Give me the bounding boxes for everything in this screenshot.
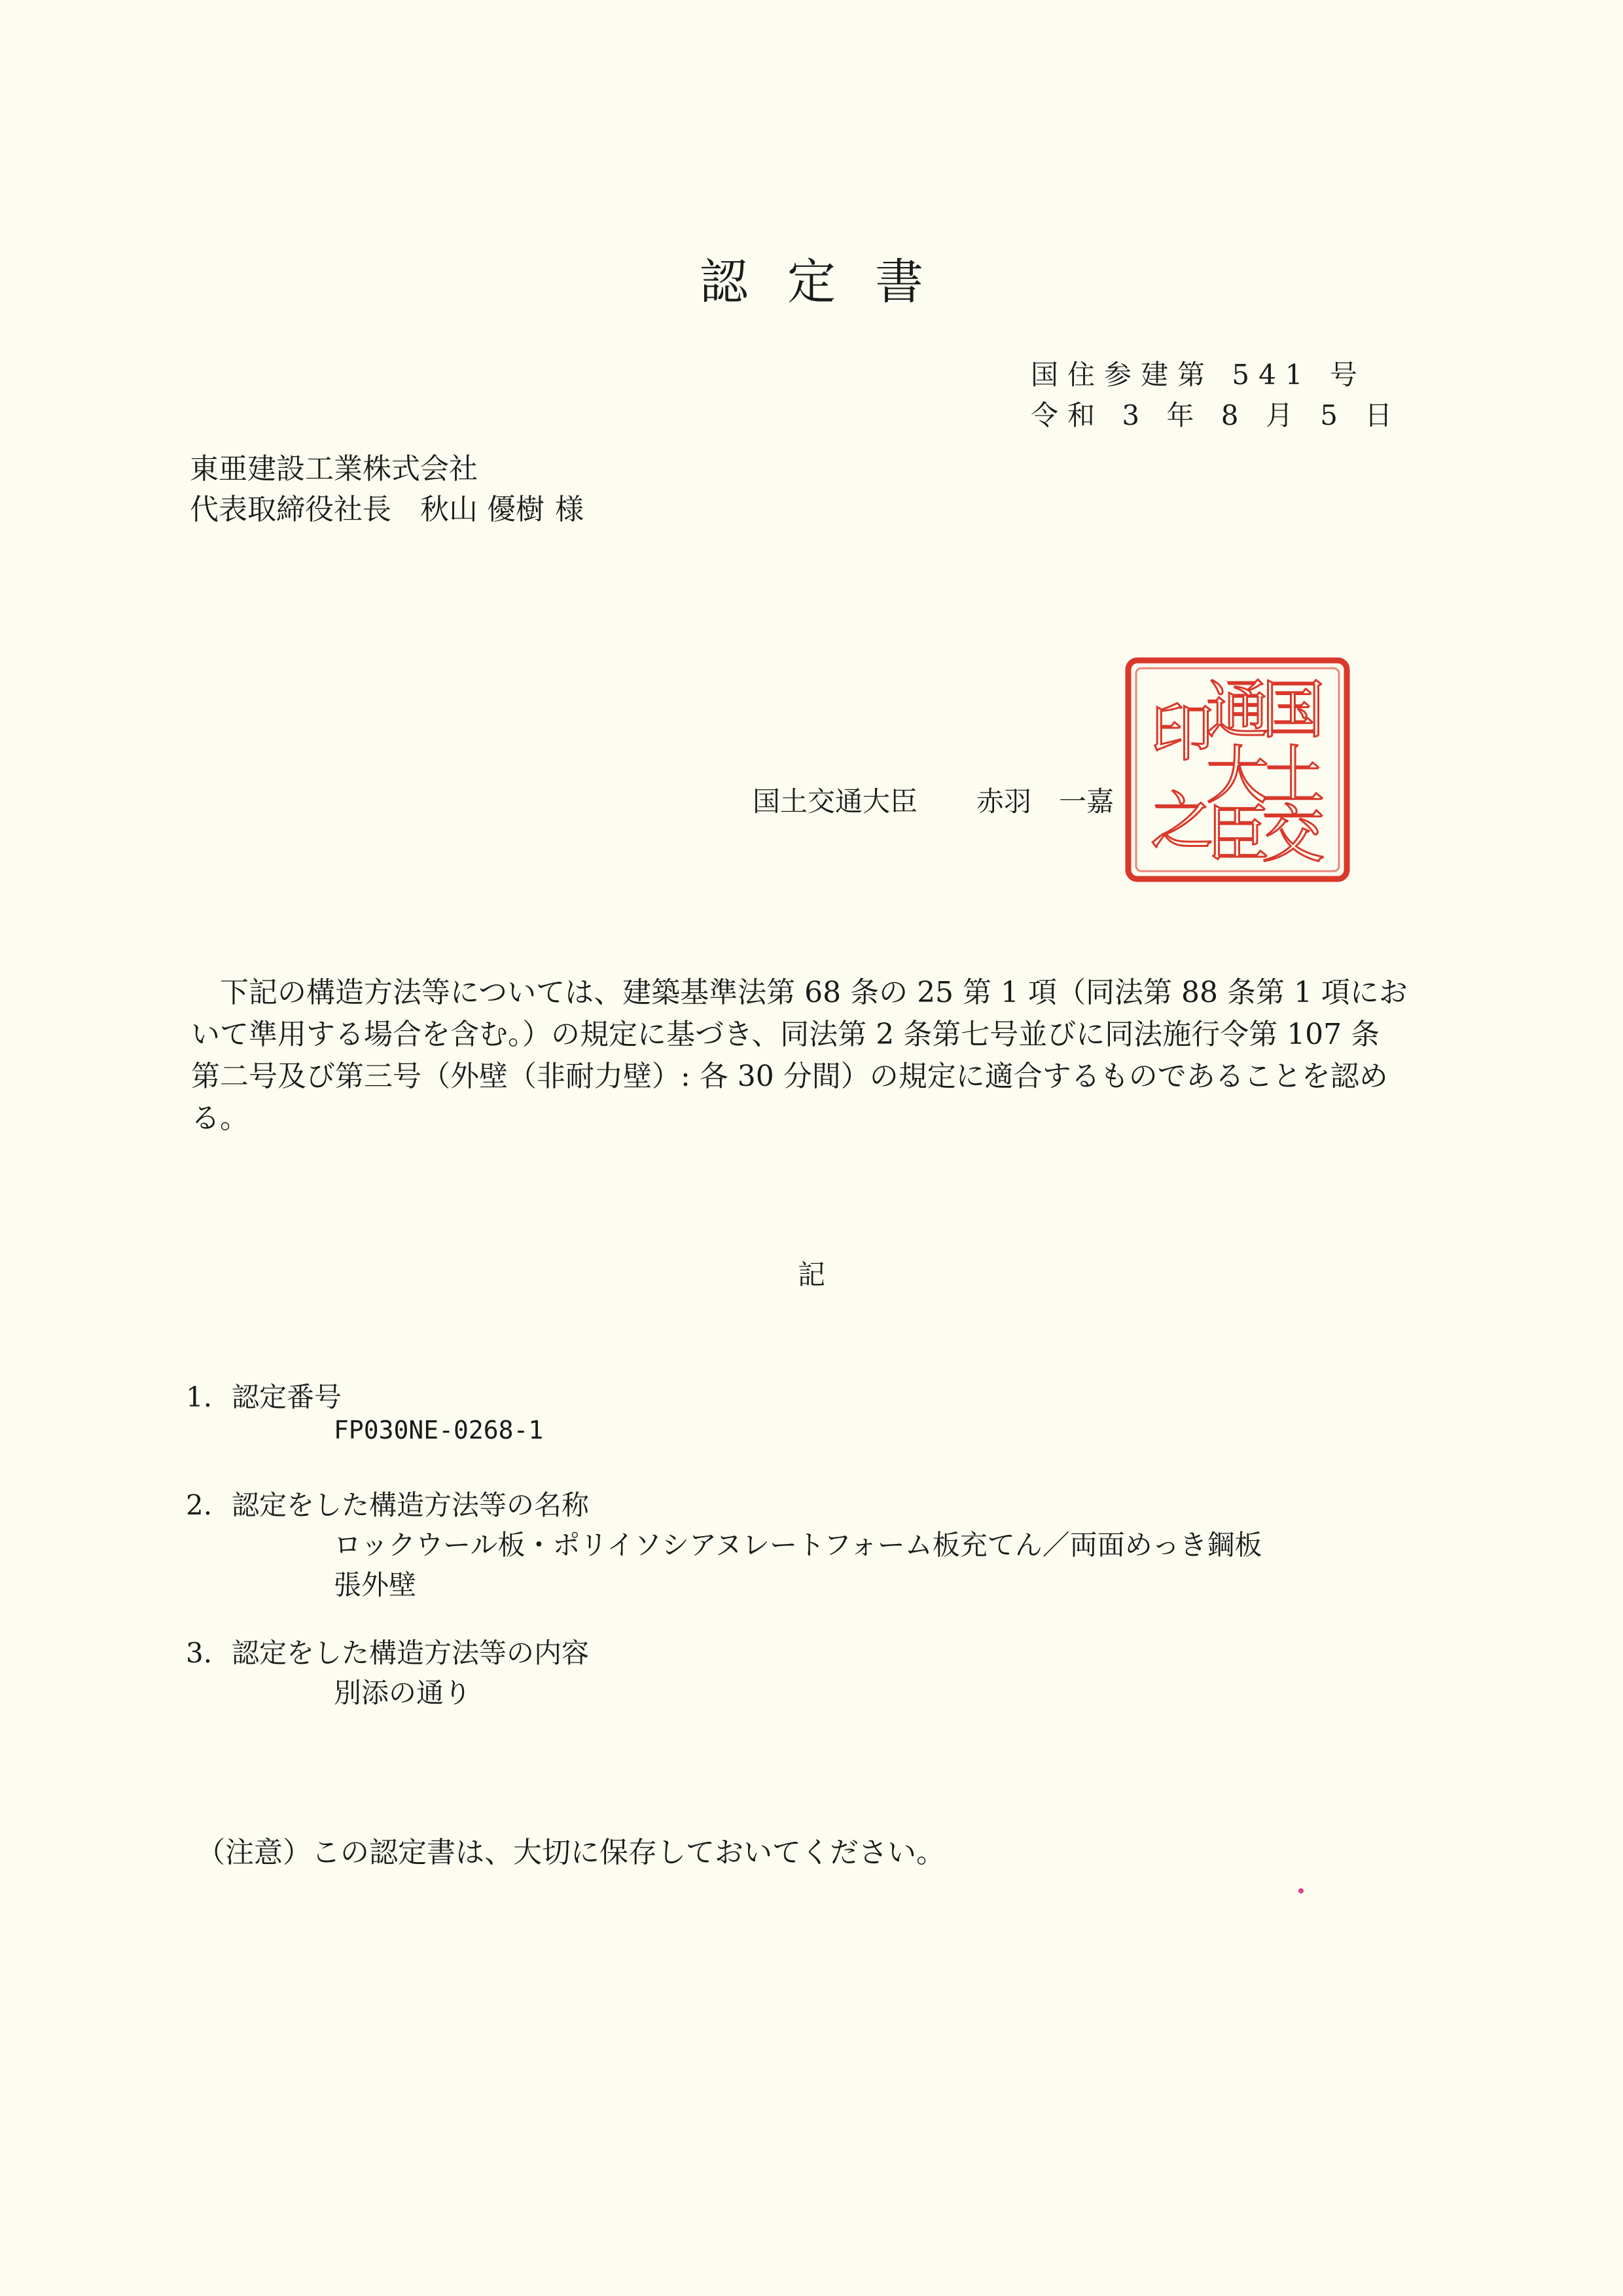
body-line-3: 第二号及び第三号（外壁（非耐力壁）: 各 30 分間）の規定に適合するものであることを認め bbox=[191, 1060, 1388, 1093]
seal-graphic bbox=[1124, 656, 1351, 883]
item-2-value-line-1: ロックウール板・ポリイソシアヌレートフォーム板充てん／両面めっき鋼板 bbox=[334, 1529, 1262, 1561]
issuer-title: 国土交通大臣 bbox=[753, 785, 918, 817]
body-line-1: 下記の構造方法等については、建築基準法第 68 条の 25 第 1 項（同法第 88 条第 1 項にお bbox=[220, 976, 1408, 1009]
document-date: 令和 3 年 8 月 5 日 bbox=[1031, 399, 1402, 431]
body-line-4: る。 bbox=[191, 1102, 249, 1135]
item-3-label: 認定をした構造方法等の内容 bbox=[232, 1637, 590, 1669]
seal-character: 大 bbox=[1206, 739, 1269, 812]
seal-character: 印 bbox=[1150, 696, 1213, 770]
item-2-heading bbox=[186, 1484, 589, 1523]
seal-character: 交 bbox=[1262, 798, 1325, 871]
item-3-heading bbox=[186, 1632, 589, 1671]
seal-character: 臣 bbox=[1206, 798, 1269, 871]
recipient-honorific: 様 bbox=[555, 493, 584, 526]
ink-speck bbox=[1298, 1888, 1304, 1893]
document-number: 国住参建第 541 号 bbox=[1031, 359, 1366, 391]
ki-heading: 記 bbox=[797, 1259, 825, 1291]
item-2-number: 2. bbox=[186, 1489, 213, 1521]
item-1-number: 1. bbox=[186, 1381, 213, 1413]
seal-character: 土 bbox=[1262, 739, 1325, 812]
item-1-heading bbox=[186, 1376, 342, 1415]
item-3-number: 3. bbox=[186, 1637, 213, 1669]
recipient-line bbox=[190, 486, 584, 528]
seal-character: 国 bbox=[1262, 673, 1325, 747]
item-1-label: 認定番号 bbox=[232, 1381, 342, 1413]
certification-body bbox=[191, 972, 1421, 1139]
preservation-note: （注意）この認定書は、大切に保存しておいてください。 bbox=[196, 1836, 945, 1869]
seal-character: 通 bbox=[1206, 673, 1269, 747]
item-1-value: FP030NE-0268-1 bbox=[334, 1416, 544, 1444]
issuer-name: 赤羽 一嘉 bbox=[976, 785, 1115, 817]
item-2-label: 認定をした構造方法等の名称 bbox=[232, 1489, 590, 1521]
body-line-2: いて準用する場合を含む。）の規定に基づき、同法第 2 条第七号並びに同法施行令第 107 条 bbox=[191, 1018, 1380, 1051]
recipient-position: 代表取締役社長 bbox=[190, 493, 391, 526]
official-seal-stamp bbox=[1124, 656, 1351, 883]
issuer-line bbox=[753, 780, 1114, 819]
seal-character: 之 bbox=[1150, 785, 1213, 858]
recipient-company: 東亜建設工業株式会社 bbox=[190, 452, 478, 486]
document-title: 認定書 bbox=[700, 254, 963, 310]
recipient-name: 秋山 優樹 bbox=[420, 493, 544, 526]
item-2-value-line-2: 張外壁 bbox=[334, 1569, 417, 1601]
item-3-value: 別添の通り bbox=[334, 1677, 472, 1709]
